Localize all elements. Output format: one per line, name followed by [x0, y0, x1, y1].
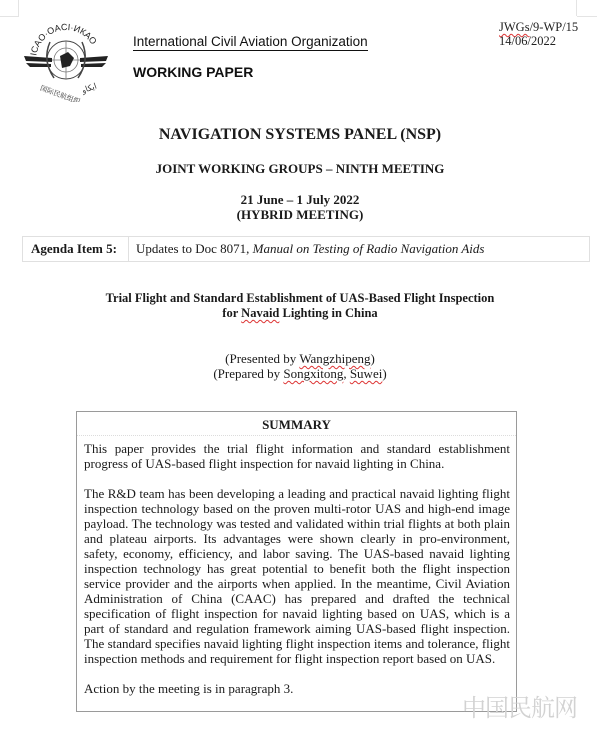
preparer-name: Suwei — [349, 366, 383, 381]
credit-text: , — [343, 366, 350, 381]
summary-paragraph-2: The R&D team has been developing a leading and practical navaid lighting flight inspection technology based on the proven multi-rotor UAS and high-end image payload. The technology was tested and validated within trial flights at both plain and plateau airports. Its advantages were shown clearly in pro-environment, safety, economy, efficiency, and labor saving. The UAS-based navaid lighting inspection technology has great potential to benefit both the flight inspection service provider and the airports when applied. In the meantime, Civil Aviation Administration of China (CAAC) has prepared and drafted the technical specification of flight inspection for navaid lighting based on UAS, which is a part of standard and regulation framework aiming UAS-based flight inspection. The standard specifies navaid lighting flight inspection items and tolerance, flight inspection methods and requirement for flight inspection report based on UAS. — [84, 486, 510, 666]
title-text: Lighting in China — [279, 306, 378, 320]
presented-by — [0, 351, 600, 366]
credit-text: (Prepared by — [213, 366, 284, 381]
summary-heading: SUMMARY — [77, 412, 516, 436]
meeting-date-range: 21 June – 1 July 2022 — [240, 192, 360, 207]
watermark: 中国民航网 — [462, 694, 577, 722]
title-spellcheck-word: Navaid — [241, 306, 280, 320]
paper-title-line1: Trial Flight and Standard Establishment of UAS-Based Flight Inspection — [105, 291, 495, 305]
credit-text: (Presented by — [225, 351, 300, 366]
summary-paragraph-3: Action by the meeting is in paragraph 3. — [84, 681, 294, 696]
credit-text: ) — [382, 366, 387, 381]
document-date: 14/06/2022 — [499, 34, 556, 48]
preparer-name: Songxitong — [283, 366, 344, 381]
svg-text:ايكاو: ايكاو — [80, 81, 98, 96]
document-reference — [499, 20, 578, 48]
document-type: WORKING PAPER — [133, 64, 254, 80]
agenda-text-italic: Manual on Testing of Radio Navigation Aids — [252, 241, 485, 256]
paper-title — [0, 291, 600, 321]
paper-title-line2 — [0, 306, 600, 321]
agenda-table — [22, 236, 590, 262]
svg-text:国际民航组织: 国际民航组织 — [38, 84, 82, 102]
page-corner-marker — [576, 0, 577, 16]
summary-body — [77, 436, 516, 696]
agenda-text-plain: Updates to Doc 8071, — [136, 241, 253, 256]
summary-paragraph-1: This paper provides the trial flight information and standard establishment progress of UAS-based flight inspection for navaid lighting in China. — [84, 441, 510, 471]
prepared-by — [0, 366, 600, 381]
meeting-format: (HYBRID MEETING) — [236, 207, 364, 222]
meeting-name: JOINT WORKING GROUPS – NINTH MEETING — [155, 161, 445, 176]
credit-text: ) — [370, 351, 375, 366]
svg-text:ICAO·OACI·ИКАО: ICAO·OACI·ИКАО — [28, 21, 99, 57]
credits — [0, 351, 600, 381]
reference-suffix: /9-WP/15 — [529, 20, 579, 34]
reference-prefix: JWGs — [499, 20, 530, 34]
meeting-dates — [0, 192, 600, 222]
organization-name: International Civil Aviation Organization — [133, 34, 368, 49]
summary-box — [76, 411, 517, 712]
title-text: for — [222, 306, 242, 320]
agenda-text — [129, 237, 484, 261]
icao-logo-icon — [16, 12, 116, 102]
presenter-name: Wangzhipeng — [299, 351, 371, 366]
panel-title: NAVIGATION SYSTEMS PANEL (NSP) — [158, 126, 442, 143]
agenda-label: Agenda Item 5: — [23, 237, 129, 261]
page-corner-marker — [577, 16, 597, 17]
